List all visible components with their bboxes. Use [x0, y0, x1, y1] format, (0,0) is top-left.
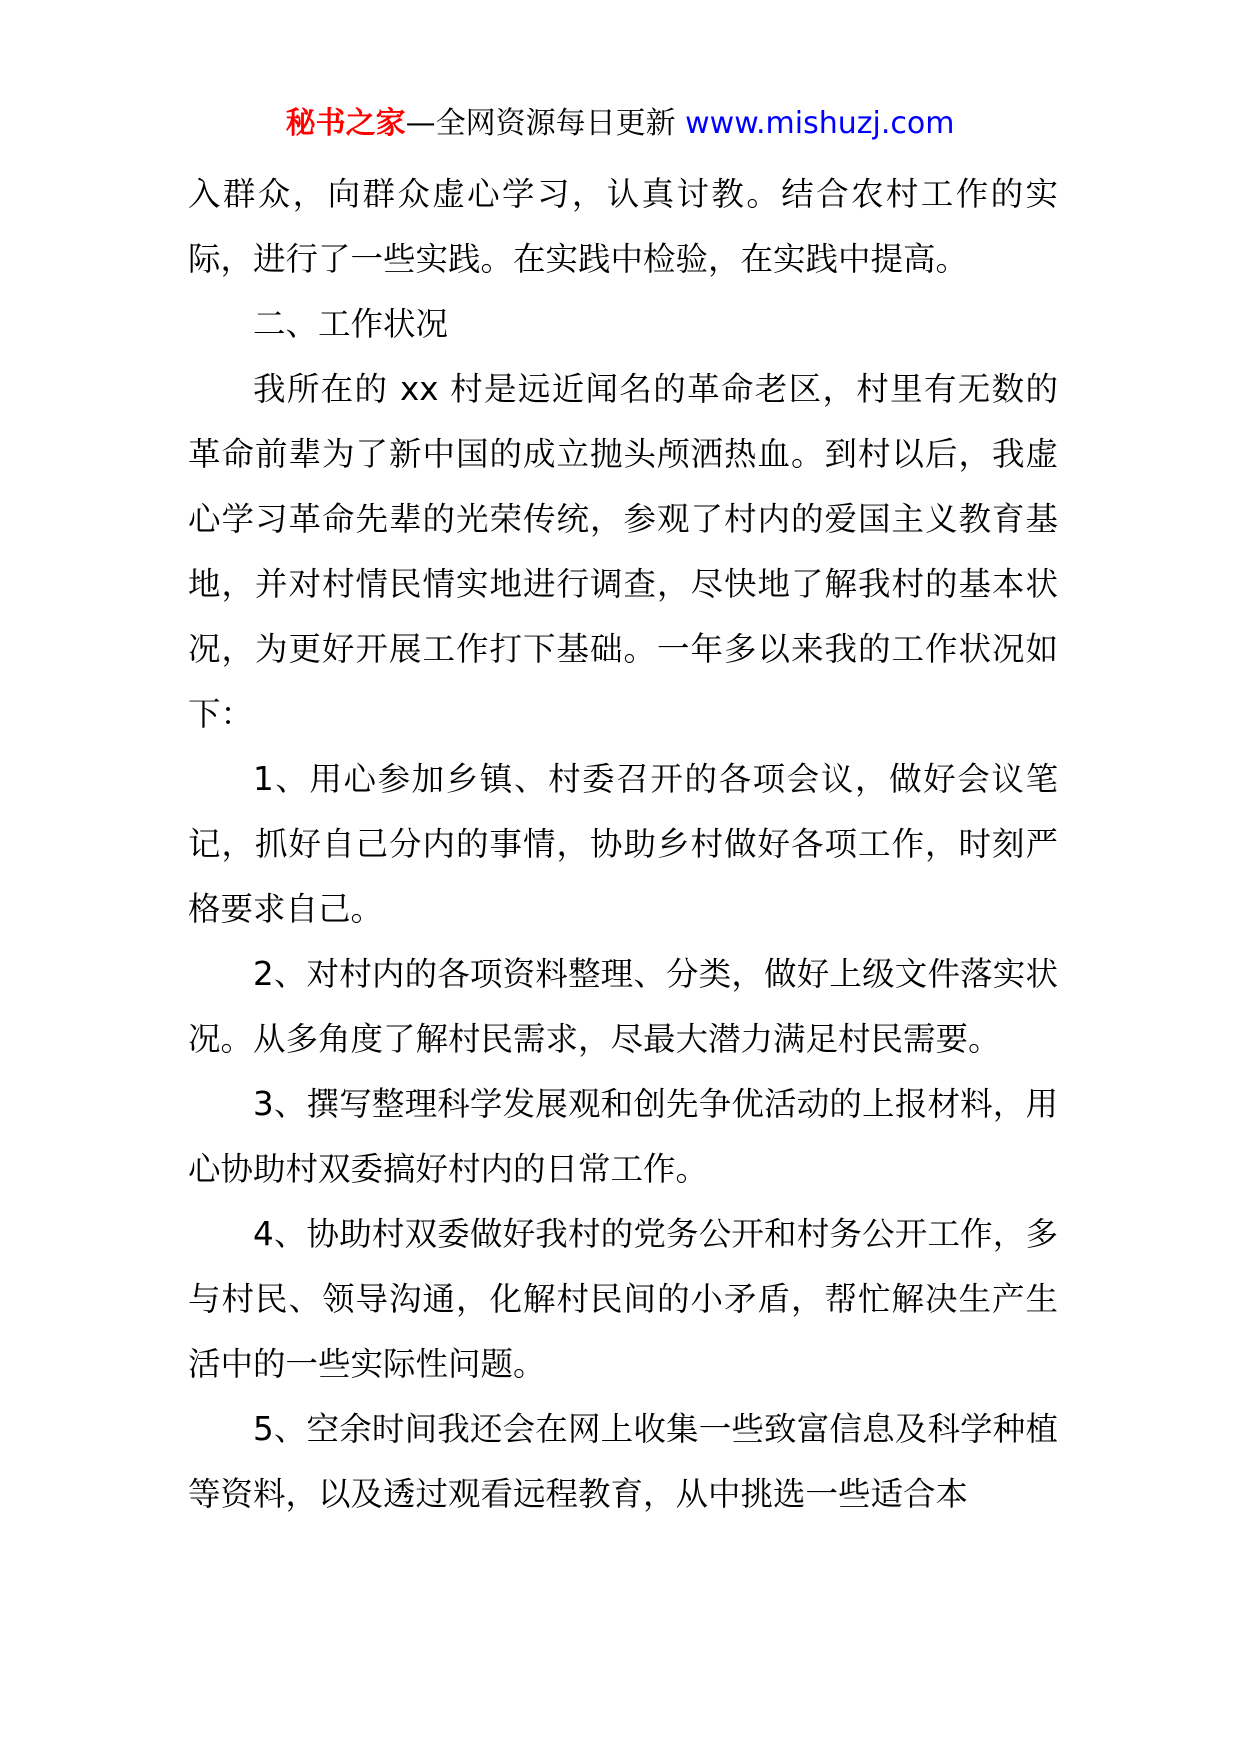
paragraph: 我所在的 xx 村是远近闻名的革命老区，村里有无数的革命前辈为了新中国的成立抛头颅洒热血。到村以后，我虚心学习革命先辈的光荣传统，参观了村内的爱国主义教育基地，并对村情民情实地进行调查，尽快地了解我村的基本状况，为更好开展工作打下基础。一年多以来我的工作状况如下：: [188, 370, 1058, 733]
section-heading: 二、工作状况: [253, 305, 449, 343]
header-tagline: —全网资源每日更新: [405, 106, 686, 141]
website-link[interactable]: www.mishuzj.com: [685, 106, 955, 141]
brand-name: 秘书之家: [285, 106, 406, 141]
document-body: [188, 162, 1058, 1527]
page-header: [0, 104, 1240, 144]
list-item: 2、对村内的各项资料整理、分类，做好上级文件落实状况。从多角度了解村民需求，尽最大潜力满足村民需要。: [188, 955, 1058, 1058]
list-item: 3、撰写整理科学发展观和创先争优活动的上报材料，用心协助村双委搞好村内的日常工作。: [188, 1085, 1058, 1188]
list-item: 5、空余时间我还会在网上收集一些致富信息及科学种植等资料，以及透过观看远程教育，从中挑选一些适合本: [188, 1410, 1058, 1513]
list-item: 1、用心参加乡镇、村委召开的各项会议，做好会议笔记，抓好自己分内的事情，协助乡村做好各项工作，时刻严格要求自己。: [188, 760, 1058, 928]
list-item: 4、协助村双委做好我村的党务公开和村务公开工作，多与村民、领导沟通，化解村民间的小矛盾，帮忙解决生产生活中的一些实际性问题。: [188, 1215, 1058, 1383]
paragraph-continuation: 入群众，向群众虚心学习，认真讨教。结合农村工作的实际，进行了一些实践。在实践中检验，在实践中提高。: [188, 175, 1058, 278]
